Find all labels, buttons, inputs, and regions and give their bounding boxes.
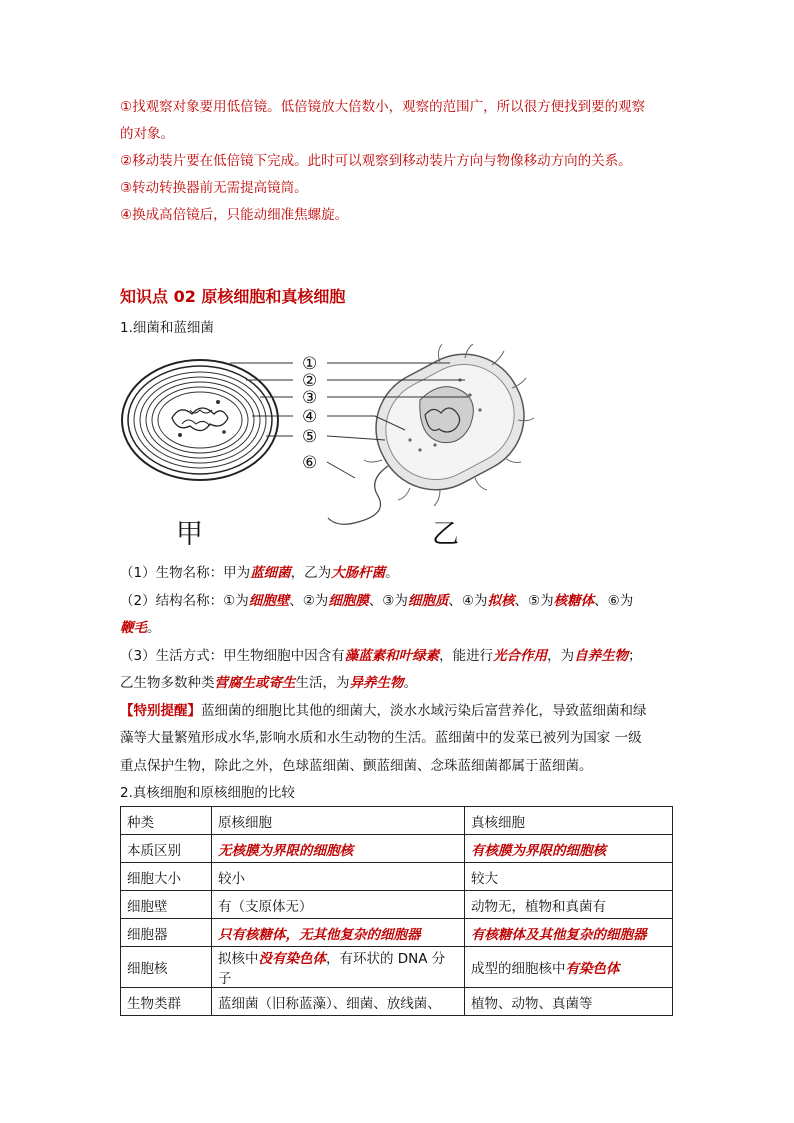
label-6: ⑥ (302, 453, 318, 473)
table-cell: 植物、动物、真菌等 (465, 988, 673, 1016)
ecoli-drawing (328, 340, 540, 524)
desc-line-1: （1）生物名称：甲为蓝细菌，乙为大肠杆菌。 (120, 565, 399, 581)
table-row (121, 947, 673, 988)
label-5: ⑤ (302, 427, 318, 447)
note-line: ③转动转换器前无需提高镜筒。 (120, 180, 308, 196)
tip-line-1: 【特别提醒】蓝细菌的细胞比其他的细菌大，淡水水域污染后富营养化，导致蓝细菌和绿 (120, 702, 647, 719)
desc-line-2: （2）结构名称：①为细胞壁、②为细胞膜、③为细胞质、④为拟核、⑤为核糖体、⑥为 (120, 592, 634, 609)
table-cell: 只有核糖体，无其他复杂的细胞器 (212, 919, 465, 947)
table-cell: 动物无，植物和真菌有 (465, 891, 673, 919)
table-cell: 有核糖体及其他复杂的细胞器 (465, 919, 673, 947)
table-cell: 无核膜为界限的细胞核 (212, 835, 465, 863)
table-row (121, 891, 673, 919)
note-line: ④换成高倍镜后，只能动细准焦螺旋。 (120, 207, 349, 223)
table-cell: 拟核中没有染色体，有环状的 DNA 分子 (212, 947, 465, 988)
table-cell: 细胞核 (121, 947, 212, 988)
tip-line-2: 藻等大量繁殖形成水华,影响水质和水生动物的生活。蓝细菌中的发菜已被列为国家 一级 (120, 730, 642, 746)
label-4: ④ (302, 407, 318, 427)
table-header-cell: 原核细胞 (212, 807, 465, 835)
subsection-title-comparison: 2.真核细胞和原核细胞的比较 (120, 785, 295, 801)
table-cell: 成型的细胞核中有染色体 (465, 947, 673, 988)
caption-yi: 乙 (432, 519, 459, 550)
table-header-row (121, 807, 673, 835)
note-line: 的对象。 (120, 126, 174, 142)
description-block (120, 560, 680, 780)
cyanobacterium-drawing (122, 360, 278, 480)
subsection-title-bacteria: 1.细菌和蓝细菌 (120, 320, 214, 336)
table-row (121, 988, 673, 1016)
comparison-table (120, 806, 673, 1016)
table-cell: 较大 (465, 863, 673, 891)
table-row (121, 835, 673, 863)
label-2: ② (302, 371, 318, 391)
desc-line-3: （3）生活方式：甲生物细胞中因含有藻蓝素和叶绿素，能进行光合作用，为自养生物； (120, 647, 642, 664)
table-row (121, 919, 673, 947)
table-row (121, 863, 673, 891)
label-1: ① (302, 354, 318, 374)
table-cell: 较小 (212, 863, 465, 891)
table-cell: 蓝细菌（旧称蓝藻）、细菌、放线菌、 (212, 988, 465, 1016)
desc-line-2b: 鞭毛。 (120, 620, 161, 636)
desc-line-3b: 乙生物多数种类营腐生或寄生生活，为异养生物。 (120, 675, 417, 691)
table-cell: 细胞大小 (121, 863, 212, 891)
section-title: 知识点 02 原核细胞和真核细胞 (120, 287, 346, 306)
figure-labels (302, 354, 317, 473)
microscope-notes (120, 94, 680, 229)
table-cell: 有核膜为界限的细胞核 (465, 835, 673, 863)
tip-line-3: 重点保护生物，除此之外，色球蓝细菌、颤蓝细菌、念珠蓝细菌都属于蓝细菌。 (120, 757, 593, 774)
table-header-cell: 真核细胞 (465, 807, 673, 835)
caption-jia: 甲 (176, 519, 203, 550)
table-cell: 细胞壁 (121, 891, 212, 919)
table-header-cell: 种类 (121, 807, 212, 835)
table-cell: 生物类群 (121, 988, 212, 1016)
note-line: ①找观察对象要用低倍镜。低倍镜放大倍数小，观察的范围广，所以很方便找到要的观察 (120, 99, 646, 115)
table-cell: 有（支原体无） (212, 891, 465, 919)
note-line: ②移动装片要在低倍镜下完成。此时可以观察到移动装片方向与物像移动方向的关系。 (120, 153, 632, 169)
label-3: ③ (302, 388, 318, 408)
table-cell: 细胞器 (121, 919, 212, 947)
table-cell: 本质区别 (121, 835, 212, 863)
